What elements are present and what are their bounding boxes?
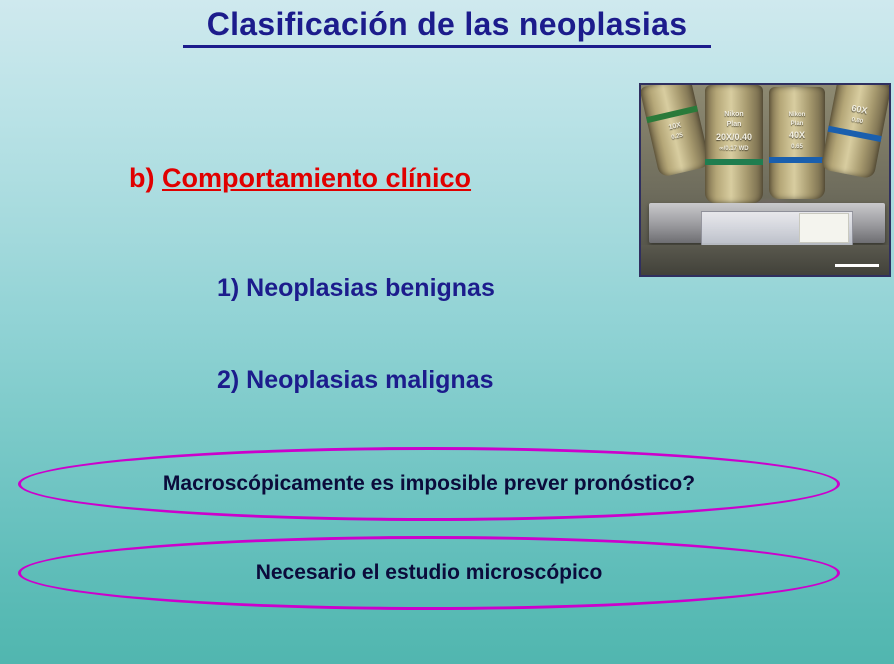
objective-lens-1 [639, 83, 710, 178]
objective-brand-2: Nikon [724, 111, 744, 118]
objective-label-2: 20X/0.40 [715, 132, 753, 142]
slide-title-text: Clasificación de las neoplasias [183, 6, 712, 48]
objective-lens-4 [820, 83, 891, 179]
objective-plan-2: Plan [726, 121, 742, 128]
objective-na-4: 0.80 [850, 117, 864, 126]
callout-text-1: Macroscópicamente es imposible prever pronóstico? [162, 472, 696, 495]
objective-plan-3: Plan [790, 121, 804, 127]
objective-band-blue-3 [769, 157, 825, 163]
section-heading [129, 163, 471, 194]
microscope-base [641, 245, 891, 277]
section-heading-marker: b) [129, 163, 162, 193]
objective-na-3: 0.65 [791, 144, 803, 150]
callout-ellipse-2 [18, 536, 840, 610]
callout-text-2: Necesario el estudio microscópico [255, 561, 603, 584]
specimen-label [799, 213, 849, 243]
section-heading-label: Comportamiento clínico [162, 163, 472, 193]
microscope-photo [639, 83, 891, 277]
list-item-benignas: 1) Neoplasias benignas [217, 274, 495, 302]
slide-title [0, 6, 894, 48]
list-item-malignas: 2) Neoplasias malignas [217, 366, 494, 394]
objective-label-1: 10X [668, 121, 682, 132]
microscope-photo-image [641, 85, 889, 275]
objective-lens-2 [705, 85, 763, 203]
objective-label-3: 40X [788, 130, 805, 140]
objective-lens-3 [769, 87, 825, 199]
callout-ellipse-1 [18, 447, 840, 521]
objective-brand-3: Nikon [788, 112, 806, 118]
objective-na-1: 0.25 [670, 132, 684, 141]
objective-na-2: ∞/0.17 WD [719, 146, 749, 152]
scale-bar [835, 264, 879, 267]
objective-label-4: 60X [850, 102, 869, 116]
objective-band-green-2 [705, 159, 763, 165]
